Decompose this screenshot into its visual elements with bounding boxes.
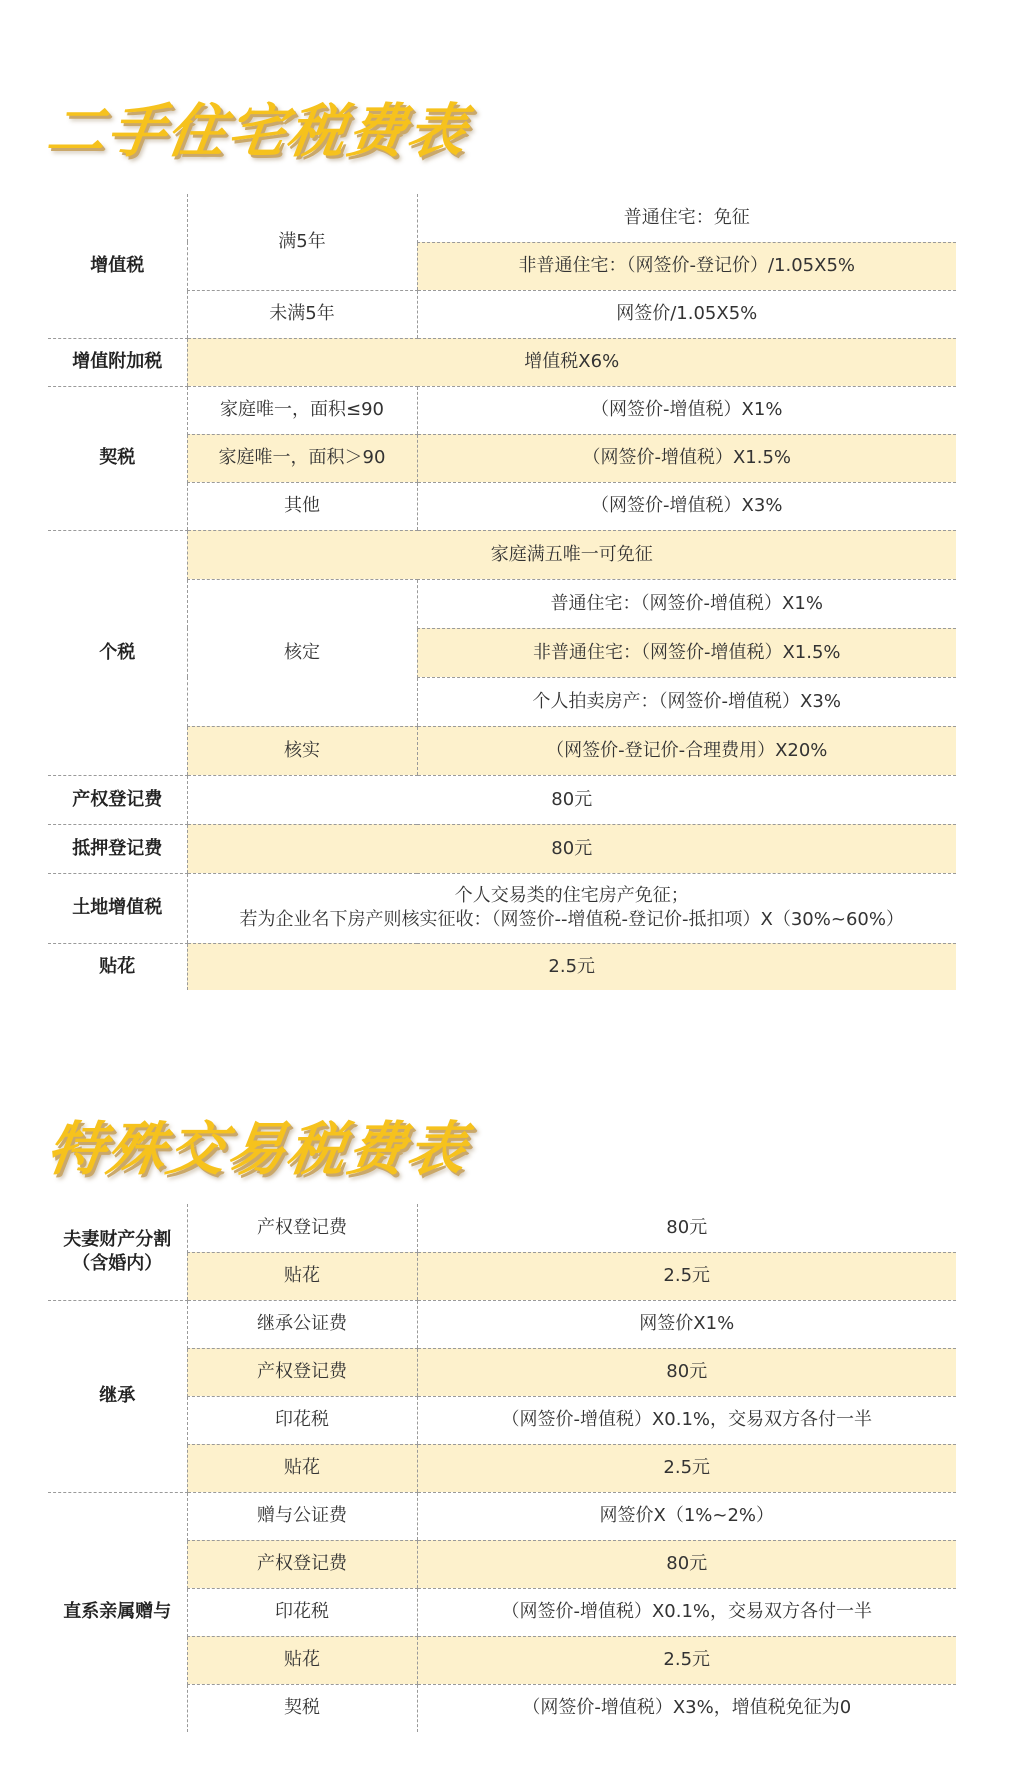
stamp-value: 2.5元 bbox=[187, 943, 956, 990]
deed-formula: （网签价-增值税）X1% bbox=[417, 386, 956, 434]
row-header-vat-surcharge: 增值附加税 bbox=[48, 338, 187, 386]
vat-under5: 未满5年 bbox=[187, 290, 417, 338]
row-header-stamp: 贴花 bbox=[48, 943, 187, 990]
inherit-item: 印花税 bbox=[187, 1396, 417, 1444]
table-row bbox=[48, 338, 956, 386]
inherit-value: （网签价-增值税）X0.1%，交易双方各付一半 bbox=[417, 1396, 956, 1444]
row-header-divorce bbox=[48, 1204, 187, 1300]
gift-item: 赠与公证费 bbox=[187, 1492, 417, 1540]
row-header-land-vat: 土地增值税 bbox=[48, 873, 187, 943]
table-row bbox=[48, 824, 956, 873]
income-tax-actual-formula: （网签价-登记价-合理费用）X20% bbox=[417, 726, 956, 775]
divorce-value: 80元 bbox=[417, 1204, 956, 1252]
gift-value: （网签价-增值税）X0.1%，交易双方各付一半 bbox=[417, 1588, 956, 1636]
income-tax-exempt: 家庭满五唯一可免征 bbox=[187, 530, 956, 579]
deed-cond: 其他 bbox=[187, 482, 417, 530]
deed-cond: 家庭唯一，面积＞90 bbox=[187, 434, 417, 482]
inherit-item: 产权登记费 bbox=[187, 1348, 417, 1396]
gift-value: 2.5元 bbox=[417, 1636, 956, 1684]
title-reg-value: 80元 bbox=[187, 775, 956, 824]
income-tax-assessed-formula: 个人拍卖房产：（网签价-增值税）X3% bbox=[417, 677, 956, 726]
divorce-item: 贴花 bbox=[187, 1252, 417, 1300]
vat-ordinary: 普通住宅：免征 bbox=[417, 194, 956, 242]
deed-formula: （网签价-增值税）X3% bbox=[417, 482, 956, 530]
inherit-value: 80元 bbox=[417, 1348, 956, 1396]
row-header-deed: 契税 bbox=[48, 386, 187, 530]
gift-item: 契税 bbox=[187, 1684, 417, 1732]
section-title-second-hand: 二手住宅税费表 bbox=[42, 97, 473, 165]
inherit-value: 网签价X1% bbox=[417, 1300, 956, 1348]
table-row bbox=[48, 1300, 956, 1348]
row-header-mortgage-reg: 抵押登记费 bbox=[48, 824, 187, 873]
gift-value: （网签价-增值税）X3%，增值税免征为0 bbox=[417, 1684, 956, 1732]
divorce-item: 产权登记费 bbox=[187, 1204, 417, 1252]
gift-item: 产权登记费 bbox=[187, 1540, 417, 1588]
gift-item: 印花税 bbox=[187, 1588, 417, 1636]
vat-under5-formula: 网签价/1.05X5% bbox=[417, 290, 956, 338]
gift-item: 贴花 bbox=[187, 1636, 417, 1684]
inherit-item: 继承公证费 bbox=[187, 1300, 417, 1348]
land-vat-text bbox=[187, 873, 956, 943]
gift-value: 网签价X（1%~2%） bbox=[417, 1492, 956, 1540]
deed-formula: （网签价-增值税）X1.5% bbox=[417, 434, 956, 482]
income-tax-actual: 核实 bbox=[187, 726, 417, 775]
divorce-value: 2.5元 bbox=[417, 1252, 956, 1300]
deed-cond: 家庭唯一，面积≤90 bbox=[187, 386, 417, 434]
row-header-inherit: 继承 bbox=[48, 1300, 187, 1492]
land-vat-line2: 若为企业名下房产则核实征收：（网签价--增值税-登记价-抵扣项）X（30%~60%） bbox=[239, 909, 904, 930]
divorce-label-line2: （含婚内） bbox=[72, 1252, 163, 1274]
special-tax-table bbox=[48, 1204, 956, 1732]
row-header-income-tax: 个税 bbox=[48, 530, 187, 775]
inherit-value: 2.5元 bbox=[417, 1444, 956, 1492]
table-row bbox=[48, 873, 956, 943]
row-header-title-reg: 产权登记费 bbox=[48, 775, 187, 824]
vat-over5: 满5年 bbox=[187, 194, 417, 290]
table-row bbox=[48, 1204, 956, 1252]
gift-value: 80元 bbox=[417, 1540, 956, 1588]
table-row bbox=[48, 1492, 956, 1540]
row-header-gift: 直系亲属赠与 bbox=[48, 1492, 187, 1732]
table-row bbox=[48, 775, 956, 824]
second-hand-tax-table bbox=[48, 194, 956, 990]
income-tax-assessed-formula: 普通住宅：（网签价-增值税）X1% bbox=[417, 579, 956, 628]
vat-surcharge-formula: 增值税X6% bbox=[187, 338, 956, 386]
inherit-item: 贴花 bbox=[187, 1444, 417, 1492]
vat-non-ordinary: 非普通住宅：（网签价-登记价）/1.05X5% bbox=[417, 242, 956, 290]
table-row bbox=[48, 386, 956, 434]
land-vat-line1: 个人交易类的住宅房产免征； bbox=[454, 885, 689, 906]
section-title-special: 特殊交易税费表 bbox=[42, 1115, 473, 1183]
income-tax-assessed: 核定 bbox=[187, 579, 417, 726]
row-header-vat: 增值税 bbox=[48, 194, 187, 338]
mortgage-reg-value: 80元 bbox=[187, 824, 956, 873]
income-tax-assessed-formula: 非普通住宅：（网签价-增值税）X1.5% bbox=[417, 628, 956, 677]
table-row bbox=[48, 194, 956, 242]
divorce-label-line1: 夫妻财产分割 bbox=[63, 1228, 172, 1250]
table-row bbox=[48, 943, 956, 990]
table-row bbox=[48, 530, 956, 579]
